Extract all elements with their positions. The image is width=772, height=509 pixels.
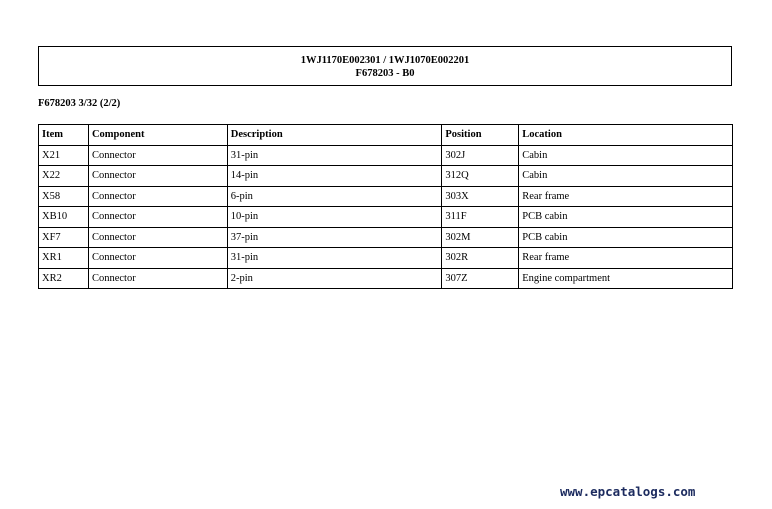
header-drawing-code: F678203 - B0: [355, 68, 415, 79]
cell-location: Rear frame: [519, 186, 733, 207]
table-row: [39, 166, 733, 187]
cell-component: Connector: [88, 227, 227, 248]
cell-item: XR2: [39, 268, 89, 289]
cell-item: X58: [39, 186, 89, 207]
column-header-component: Component: [88, 125, 227, 146]
cell-location: Engine compartment: [519, 268, 733, 289]
cell-description: 6-pin: [227, 186, 442, 207]
website-watermark: www.epcatalogs.com: [560, 484, 696, 499]
cell-location: Cabin: [519, 166, 733, 187]
cell-position: 302J: [442, 145, 519, 166]
cell-location: PCB cabin: [519, 227, 733, 248]
cell-item: XR1: [39, 248, 89, 269]
cell-position: 312Q: [442, 166, 519, 187]
table-row: [39, 227, 733, 248]
cell-item: XF7: [39, 227, 89, 248]
cell-position: 303X: [442, 186, 519, 207]
table-row: [39, 186, 733, 207]
cell-component: Connector: [88, 268, 227, 289]
cell-component: Connector: [88, 186, 227, 207]
cell-component: Connector: [88, 248, 227, 269]
cell-item: XB10: [39, 207, 89, 228]
cell-description: 31-pin: [227, 248, 442, 269]
cell-component: Connector: [88, 207, 227, 228]
document-header: [38, 46, 732, 86]
cell-description: 10-pin: [227, 207, 442, 228]
cell-description: 37-pin: [227, 227, 442, 248]
table-header-row: [39, 125, 733, 146]
table-row: [39, 207, 733, 228]
column-header-position: Position: [442, 125, 519, 146]
column-header-location: Location: [519, 125, 733, 146]
cell-location: Cabin: [519, 145, 733, 166]
cell-position: 302M: [442, 227, 519, 248]
table-row: [39, 248, 733, 269]
column-header-description: Description: [227, 125, 442, 146]
sheet-title: F678203 3/32 (2/2): [38, 98, 121, 109]
cell-description: 14-pin: [227, 166, 442, 187]
column-header-item: Item: [39, 125, 89, 146]
table-row: [39, 268, 733, 289]
header-serial-range: 1WJ1170E002301 / 1WJ1070E002201: [300, 55, 470, 66]
cell-position: 307Z: [442, 268, 519, 289]
cell-location: Rear frame: [519, 248, 733, 269]
cell-position: 302R: [442, 248, 519, 269]
component-table: [38, 124, 733, 289]
cell-location: PCB cabin: [519, 207, 733, 228]
cell-component: Connector: [88, 166, 227, 187]
cell-item: X22: [39, 166, 89, 187]
cell-component: Connector: [88, 145, 227, 166]
cell-description: 31-pin: [227, 145, 442, 166]
cell-item: X21: [39, 145, 89, 166]
table-row: [39, 145, 733, 166]
cell-description: 2-pin: [227, 268, 442, 289]
cell-position: 311F: [442, 207, 519, 228]
